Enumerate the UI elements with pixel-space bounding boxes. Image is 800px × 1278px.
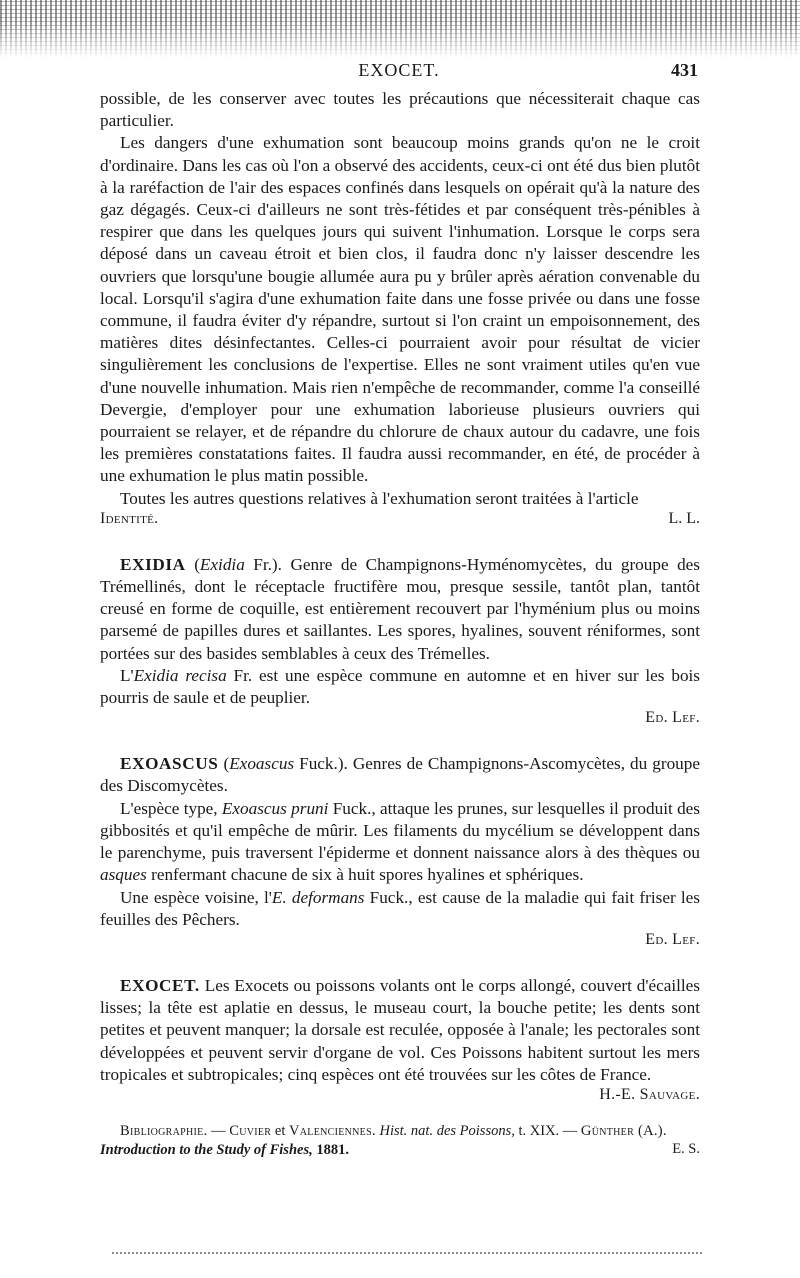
running-head: EXOCET. <box>358 60 440 80</box>
text-run: ( <box>223 754 230 774</box>
scan-top-noise <box>0 0 800 58</box>
text-run: Les Exocets ou poissons volants ont le corps allongé, couvert d'écailles lisses; la tête est aplatie en dessus, le museau court, la bouche petite; les dents sont petites et peuvent manquer; la dorsale est reculée, opposée à l'anale; les pectorales sont développées et peuvent servir d'organe de vol. Ces Poissons habitent surtout les mers tropicales et subtropicales; cinq espèces ont été trouvées sur les côtes de France. <box>100 975 700 1084</box>
text-run: Fuck., attaque les prunes, sur lesquelles il produit des gibbosités et qu'il empêche de mûrir. Les filaments du mycélium se développent dans le parenchyme, puis traversent l'épiderme et donnent naissance alors à des thèques ou <box>100 798 700 863</box>
author-name: Cuvier <box>229 1122 272 1139</box>
scan-bottom-dots <box>112 1252 702 1256</box>
text-run: Une espèce voisine, l' <box>120 887 272 907</box>
book-title: Hist. nat. des Poissons, <box>375 1122 515 1139</box>
bibliography-label: Bibliographie. <box>120 1122 208 1139</box>
headword: EXOCET. <box>120 975 200 995</box>
signature-line <box>100 1086 700 1104</box>
paragraph <box>100 753 700 797</box>
text-run: t. XIX. <box>514 1122 560 1139</box>
bibliography <box>100 1122 700 1160</box>
author-signature: Ed. Lef. <box>645 709 700 727</box>
author-signature: H.-E. Sauvage. <box>599 1085 700 1103</box>
paragraph-text: Toutes les autres questions relatives à l'exhumation seront traitées à l'article <box>120 488 639 508</box>
text-run: — <box>559 1122 581 1139</box>
paragraph: possible, de les conserver avec toutes les précautions que nécessiterait chaque cas particulier. <box>100 89 700 131</box>
paragraph <box>100 665 700 709</box>
text-run: ( <box>194 554 200 574</box>
bibliography-text <box>100 1122 700 1141</box>
bibliography-last-line <box>100 1141 700 1160</box>
entry-exhumation-continued <box>100 88 700 528</box>
latin-name: Exidia <box>199 554 245 574</box>
latin-name: E. deformans <box>271 887 365 907</box>
text-run: renfermant chacune de six à huit spores hyalines et sphériques. <box>146 865 584 885</box>
paragraph: Les dangers d'une exhumation sont beaucoup moins grands qu'on ne le croit d'ordinaire. Dans les cas où l'on a observé des accidents, ceux-ci ont été dus bien plutôt à la raréfaction de l'air des espaces confinés dans lesquels on opérait qu'à la nature des gaz dégagés. Ceux-ci d'ailleurs ne sont très-fétides et par conséquent très-pénibles à respirer que dans les quelques jours qui suivent l'inhumation. Lorsque le corps sera déposé dans un caveau étroit et bien clos, il faudra donc n'y laisser descendre les ouvriers que lorsqu'une bougie allumée aura pu y brûler après aération convenable du local. Lorsqu'il s'agira d'une exhumation faite dans une fosse privée ou dans une fosse commune, il faudra éviter d'y répandre, surtout si l'on craint un empoisonnement, des matières dites désinfectantes. Celles-ci pourraient avoir pour résultat de vicier singulièrement les conclusions de l'expertise. Elles ne sont vraiment utiles qu'en vue d'une nouvelle inhumation. Mais rien n'empêche de recommander, comme l'a conseillé Devergie, d'employer pour une exhumation laborieuse plusieurs ouvriers qui pourraient se relayer, et de répandre du chlorure de chaux autour du cadavre, une fois les premières constatations faites. Il faudra aussi recommander, en été, de procéder à une exhumation le plus matin possible. <box>100 133 700 486</box>
author-signature: L. L. <box>668 509 700 527</box>
text-run: Fr.). Genre de Champignons-Hyménomycètes, du groupe des Trémellinés, dont le réceptacle fructifère mou, presque sessile, tantôt plan, tantôt creusé en forme de coquille, est entièrement recouvert par l'hyménium plus ou moins parsemé de papilles dures et saillantes. Les spores, hyalines, souvent réniformes, sont portées sur des basides semblables à ceux des Trémelles. <box>100 554 700 663</box>
publication-year: 1881. <box>312 1141 349 1158</box>
text-run: Fr. est une espèce commune en automne et en hiver sur les bois pourris de saule et de peuplier. <box>100 665 700 708</box>
cross-reference: Identité. <box>100 509 159 527</box>
latin-name: Exidia recisa <box>133 665 227 685</box>
author-name: Valenciennes. <box>289 1122 376 1139</box>
text-run: et <box>271 1122 289 1139</box>
term: asques <box>100 865 147 885</box>
signature-line <box>100 931 700 949</box>
paragraph <box>100 554 700 665</box>
signature-line <box>100 709 700 727</box>
paragraph <box>100 887 700 931</box>
latin-name: Exoascus <box>229 754 295 774</box>
text-run: — <box>207 1122 230 1139</box>
signature-line <box>100 510 700 528</box>
entry-exidia <box>100 554 700 727</box>
paragraph <box>100 798 700 887</box>
text-run: L'espèce type, <box>120 798 222 818</box>
text-run: Fuck.). Genres de Champignons-Ascomycètes, du groupe des Discomycètes. <box>100 754 700 796</box>
author-signature: E. S. <box>672 1140 700 1157</box>
entry-exoascus <box>100 753 700 949</box>
book-title: Introduction to the Study of Fishes, <box>100 1141 313 1158</box>
text-run: Fuck., est cause de la maladie qui fait friser les feuilles des Pêchers. <box>100 887 700 929</box>
author-signature: Ed. Lef. <box>645 930 700 948</box>
entry-exocet <box>100 975 700 1104</box>
headword: EXOASCUS <box>120 754 219 774</box>
headword: EXIDIA <box>120 554 186 574</box>
paragraph <box>100 488 700 510</box>
page-header <box>100 60 698 86</box>
page-number: 431 <box>671 60 698 80</box>
latin-name: Exoascus pruni <box>221 798 329 818</box>
text-run: L' <box>120 665 134 685</box>
author-name: Günther (A.). <box>580 1122 667 1139</box>
page-body <box>100 88 700 1160</box>
paragraph <box>100 975 700 1086</box>
